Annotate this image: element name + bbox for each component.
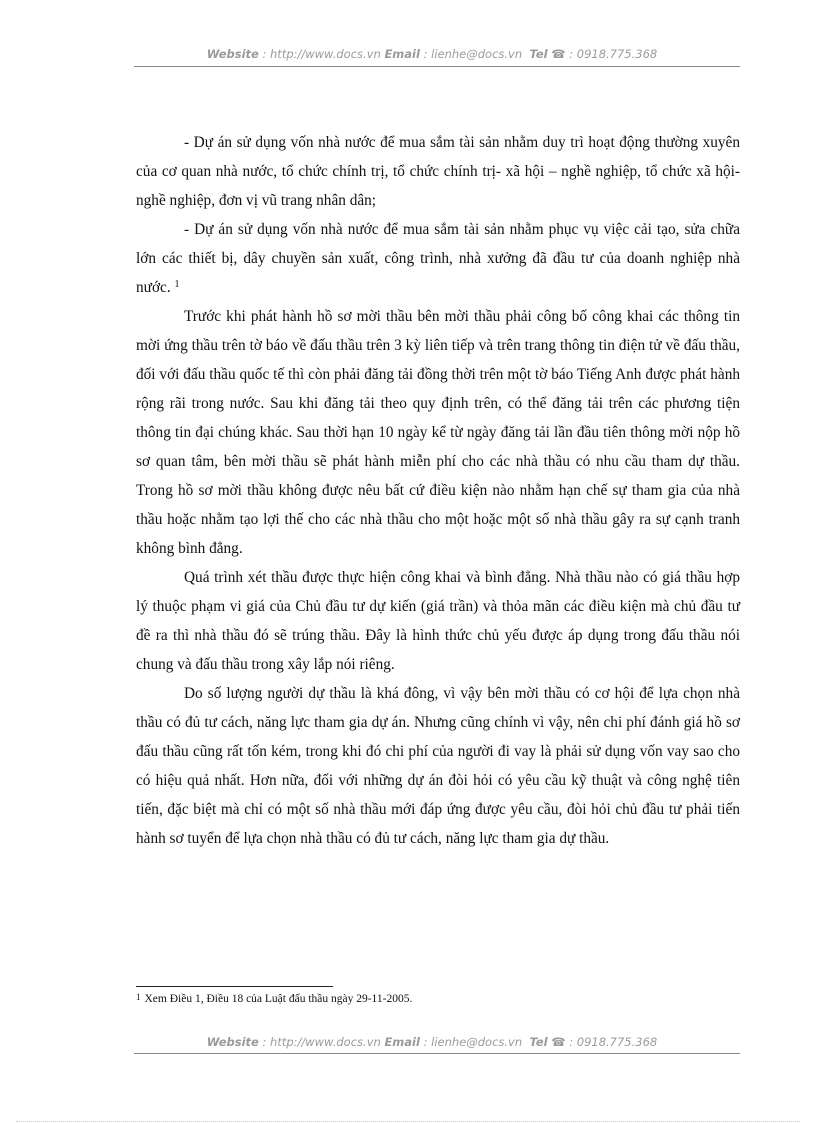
footnote-reference[interactable]: 1 [174,279,180,290]
website-separator: : [258,1035,271,1049]
tel-label: Tel [529,47,548,61]
email-link[interactable]: lienhe@docs.vn [431,1035,523,1049]
footnote-mark: 1 [136,992,141,1002]
page-edge-divider [16,1121,800,1122]
phone-icon: ☎ [551,47,566,61]
page-footer [124,1035,740,1049]
tel-label: Tel [529,1035,548,1049]
document-body [136,128,740,853]
tel-separator: : [565,1035,577,1049]
footnote [136,992,412,1005]
email-separator: : [419,1035,432,1049]
email-label: Email [384,47,420,61]
header-rule [134,66,740,67]
website-link[interactable]: http://www.docs.vn [270,1035,381,1049]
paragraph-text: - Dự án sử dụng vốn nhà nước để mua sắm tài sản nhằm phục vụ việc cải tạo, sửa chữa lớn các thiết bị, dây chuyền sản xuất, công trình, nhà xưởng đã đầu tư của doanh nghiệp nhà nước. [136,221,740,296]
page-header [124,47,740,61]
paragraph: Quá trình xét thầu được thực hiện công khai và bình đẳng. Nhà thầu nào có giá thầu hợp lý thuộc phạm vi giá của Chủ đầu tư dự kiến (giá trần) và thỏa mãn các điều kiện mà chủ đầu tư đề ra thì nhà thầu đó sẽ trúng thầu. Đây là hình thức chủ yếu được áp dụng trong đấu thầu nói chung và đấu thầu trong xây lắp nói riêng. [136,569,740,673]
phone-icon: ☎ [551,1035,566,1049]
tel-separator: : [565,47,577,61]
paragraph: Do số lượng người dự thầu là khá đông, vì vậy bên mời thầu có cơ hội để lựa chọn nhà thầu có đủ tư cách, năng lực tham gia dự án. Nhưng cũng chính vì vậy, nên chi phí đánh giá hồ sơ đấu thầu cũng rất tốn kém, trong khi đó chi phí của người đi vay là phải sử dụng vốn vay sao cho có hiệu quả nhất. Hơn nữa, đối với những dự án đòi hỏi có yêu cầu kỹ thuật và công nghệ tiên tiến, đặc biệt mà chỉ có một số nhà thầu mới đáp ứng được yêu cầu, đòi hỏi chủ đầu tư phải tiến hành sơ tuyển để lựa chọn nhà thầu có đủ tư cách, năng lực tham gia dự thầu. [136,685,740,847]
email-label: Email [384,1035,420,1049]
tel-value: 0918.775.368 [576,1035,658,1049]
email-link[interactable]: lienhe@docs.vn [431,47,523,61]
paragraph: Trước khi phát hành hồ sơ mời thầu bên mời thầu phải công bố công khai các thông tin mời ứng thầu trên tờ báo về đấu thầu trên 3 kỳ liên tiếp và trên trang thông tin điện tử về đấu thầu, đối với đấu thầu quốc tế thì còn phải đăng tải đồng thời trên một tờ báo Tiếng Anh được phát hành rộng rãi trong nước. Sau khi đăng tải theo quy định trên, có thể đăng tải trên các phương tiện thông tin đại chúng khác. Sau thời hạn 10 ngày kể từ ngày đăng tải lần đầu tiên thông mời nộp hồ sơ quan tâm, bên mời thầu sẽ phát hành miễn phí cho các nhà thầu có nhu cầu tham dự thầu. Trong hồ sơ mời thầu không được nêu bất cứ điều kiện nào nhằm hạn chế sự tham gia của nhà thầu hoặc nhằm tạo lợi thế cho các nhà thầu cho một hoặc một số nhà thầu gây ra sự cạnh tranh không bình đẳng. [136,308,740,557]
email-separator: : [419,47,432,61]
paragraph: - Dự án sử dụng vốn nhà nước để mua sắm tài sản nhằm duy trì hoạt động thường xuyên của cơ quan nhà nước, tổ chức chính trị, tổ chức chính trị- xã hội – nghề nghiệp, tổ chức xã hội- nghề nghiệp, đơn vị vũ trang nhân dân; [136,134,740,209]
website-link[interactable]: http://www.docs.vn [270,47,381,61]
website-label: Website [206,1035,259,1049]
footnote-separator [136,986,333,987]
footnote-text: Xem Điều 1, Điều 18 của Luật đấu thầu ngày 29-11-2005. [144,993,413,1005]
tel-value: 0918.775.368 [576,47,658,61]
website-separator: : [258,47,271,61]
footer-rule [134,1053,740,1054]
paragraph [136,215,740,302]
website-label: Website [206,47,259,61]
